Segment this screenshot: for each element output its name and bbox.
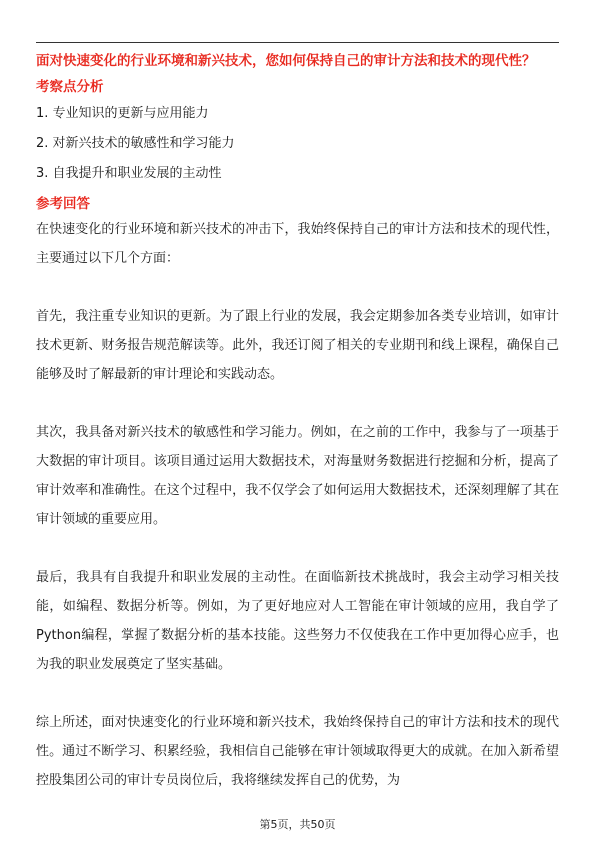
analysis-point: 1. 专业知识的更新与应用能力 bbox=[36, 106, 209, 121]
answer-paragraph: 在快速变化的行业环境和新兴技术的冲击下，我始终保持自己的审计方法和技术的现代性，主要通过以下几个方面： bbox=[36, 222, 559, 266]
analysis-heading: 考察点分析 bbox=[36, 79, 104, 95]
analysis-point: 3. 自我提升和职业发展的主动性 bbox=[36, 166, 222, 181]
answer-heading: 参考回答 bbox=[36, 196, 90, 212]
answer-body bbox=[36, 215, 559, 795]
answer-paragraph: 其次，我具备对新兴技术的敏感性和学习能力。例如，在之前的工作中，我参与了一项基于大数据的审计项目。该项目通过运用大数据技术，对海量财务数据进行挖掘和分析，提高了审计效率和准确性。在这个过程中，我不仅学会了如何运用大数据技术，还深刻理解了其在审计领域的重要应用。 bbox=[36, 425, 559, 527]
answer-paragraph: 首先，我注重专业知识的更新。为了跟上行业的发展，我会定期参加各类专业培训，如审计技术更新、财务报告规范解读等。此外，我还订阅了相关的专业期刊和线上课程，确保自己能够及时了解最新的审计理论和实践动态。 bbox=[36, 309, 559, 382]
analysis-point-list bbox=[36, 99, 559, 189]
question-text: 面对快速变化的行业环境和新兴技术，您如何保持自己的审计方法和技术的现代性？ bbox=[36, 53, 536, 69]
answer-paragraph: 最后，我具有自我提升和职业发展的主动性。在面临新技术挑战时，我会主动学习相关技能，如编程、数据分析等。例如，为了更好地应对人工智能在审计领域的应用，我自学了Python编程，掌握了数据分析的基本技能。这些努力不仅使我在工作中更加得心应手，也为我的职业发展奠定了坚实基础。 bbox=[36, 570, 559, 672]
header-rule bbox=[36, 42, 559, 43]
analysis-point: 2. 对新兴技术的敏感性和学习能力 bbox=[36, 136, 235, 151]
page-number: 第5页，共50页 bbox=[259, 818, 336, 831]
answer-paragraph: 综上所述，面对快速变化的行业环境和新兴技术，我始终保持自己的审计方法和技术的现代性。通过不断学习、积累经验，我相信自己能够在审计领域取得更大的成就。在加入新希望控股集团公司的审计专员岗位后，我将继续发挥自己的优势，为 bbox=[36, 715, 559, 788]
page-content bbox=[36, 51, 559, 795]
